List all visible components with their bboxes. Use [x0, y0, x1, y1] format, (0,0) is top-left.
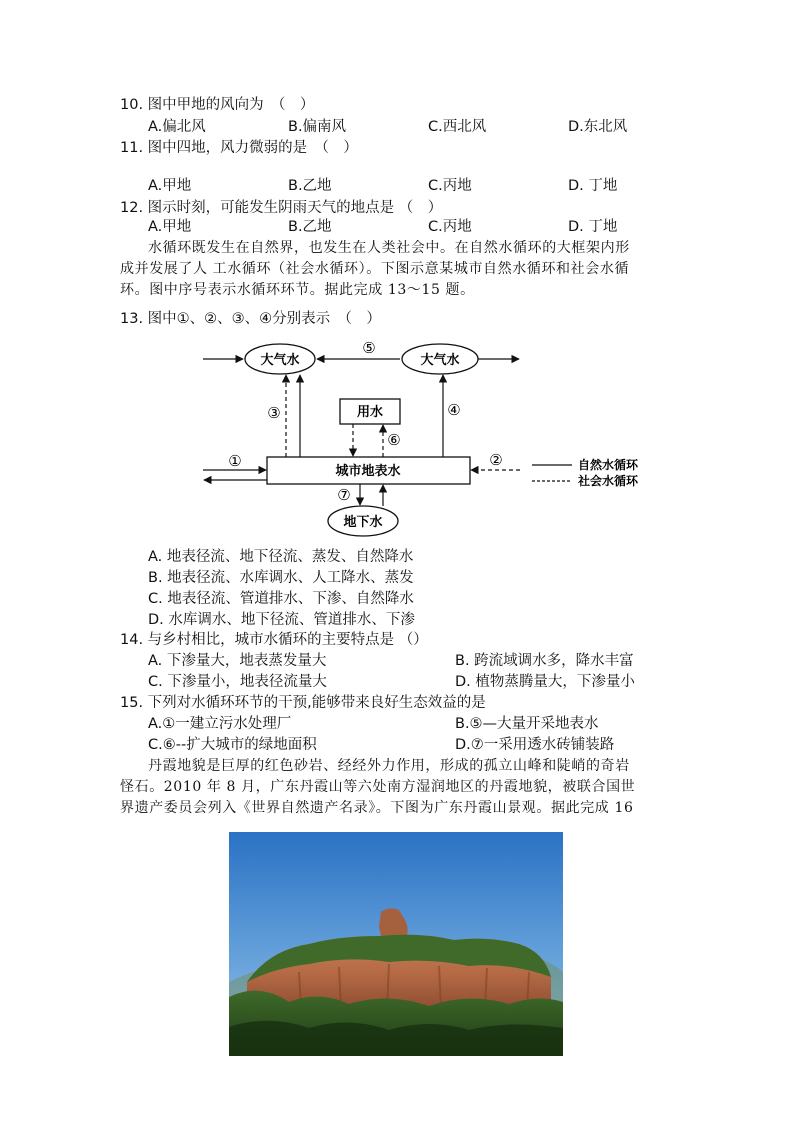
q14-option-b: B. 跨流域调水多，降水丰富 [455, 653, 634, 669]
q12-option-b: B.乙地 [288, 219, 332, 235]
q11-option-b: B.乙地 [288, 178, 332, 194]
q10-option-c: C.西北风 [428, 119, 487, 135]
q12-option-d: D. 丁地 [568, 219, 618, 235]
q11-option-c: C.丙地 [428, 178, 472, 194]
question-11-stem: 11. 图中四地，风力微弱的是 （ ） [120, 140, 358, 156]
q14-option-a: A. 下渗量大，地表蒸发量大 [148, 653, 327, 669]
q12-option-c: C.丙地 [428, 219, 472, 235]
q10-option-d: D.东北风 [568, 119, 628, 135]
danxia-mountain-photo [229, 832, 563, 1056]
q15-option-d: D.⑦一采用透水砖铺装路 [455, 737, 615, 753]
q14-option-c: C. 下渗量小，地表径流量大 [148, 674, 327, 690]
label-n2: ② [489, 451, 503, 469]
intro1-line-3: 环。图中序号表示水循环环节。据此完成 13～15 题。 [120, 282, 475, 298]
intro2-line-3: 界遗产委员会列入《世界自然遗产名录》。下图为广东丹霞山景观。据此完成 16 [120, 800, 634, 816]
intro1-line-2: 成并发展了人 工水循环（社会水循环）。下图示意某城市自然水循环和社会水循 [120, 261, 630, 277]
question-14-stem: 14. 与乡村相比，城市水循环的主要特点是 （） [120, 632, 428, 648]
question-10-stem: 10. 图中甲地的风向为 （ ） [120, 97, 315, 113]
label-n1: ① [228, 452, 242, 470]
q10-option-a: A.偏北风 [148, 119, 206, 135]
q13-option-b: B. 地表径流、水库调水、人工降水、蒸发 [148, 570, 414, 586]
legend-natural-label: 自然水循环 [578, 458, 639, 472]
groundwater-label: 地下水 [343, 515, 383, 530]
atmosphere-water-left-label: 大气水 [260, 353, 300, 368]
intro-paragraph-danxia [120, 756, 680, 819]
label-n5: ⑤ [362, 339, 376, 357]
q14-option-d: D. 植物蒸腾量大，下渗量小 [455, 674, 635, 690]
q11-option-d: D. 丁地 [568, 178, 618, 194]
intro2-line-2: 怪石。2010 年 8 月，广东丹霞山等六处南方湿润地区的丹霞地貌，被联合国世 [120, 779, 636, 795]
legend-social-label: 社会水循环 [578, 474, 639, 488]
q13-option-c: C. 地表径流、管道排水、下渗、自然降水 [148, 591, 414, 607]
q11-option-a: A.甲地 [148, 178, 192, 194]
q13-option-a: A. 地表径流、地下径流、蒸发、自然降水 [148, 549, 414, 565]
intro1-line-1: 水循环既发生在自然界，也发生在人类社会中。在自然水循环的大框架内形 [148, 240, 630, 256]
atmosphere-water-right-label: 大气水 [420, 353, 460, 368]
water-cycle-diagram [0, 330, 794, 550]
question-13-stem: 13. 图中①、②、③、④分别表示 （ ） [120, 311, 381, 327]
intro2-line-1: 丹霞地貌是巨厚的红色砂岩、经经外力作用，形成的孤立山峰和陡峭的奇岩 [148, 758, 630, 774]
q15-option-c: C.⑥--扩大城市的绿地面积 [148, 737, 317, 753]
label-n4: ④ [447, 401, 461, 419]
q12-option-a: A.甲地 [148, 219, 192, 235]
question-12-stem: 12. 图示时刻，可能发生阴雨天气的地点是 （ ） [120, 200, 443, 216]
q10-option-b: B.偏南风 [288, 119, 347, 135]
label-n7: ⑦ [337, 486, 351, 504]
q15-option-b: B.⑤—大量开采地表水 [455, 716, 599, 732]
q13-option-d: D. 水库调水、地下径流、管道排水、下渗 [148, 612, 415, 628]
intro-paragraph-water-cycle [120, 238, 680, 301]
q15-option-a: A.①一建立污水处理厂 [148, 716, 292, 732]
water-use-label: 用水 [356, 405, 384, 420]
urban-surface-water-label: 城市地表水 [335, 464, 401, 479]
label-n3: ③ [267, 404, 281, 422]
question-15-stem: 15. 下列对水循环环节的干预,能够带来良好生态效益的是 [120, 695, 486, 711]
label-n6: ⑥ [387, 431, 401, 449]
